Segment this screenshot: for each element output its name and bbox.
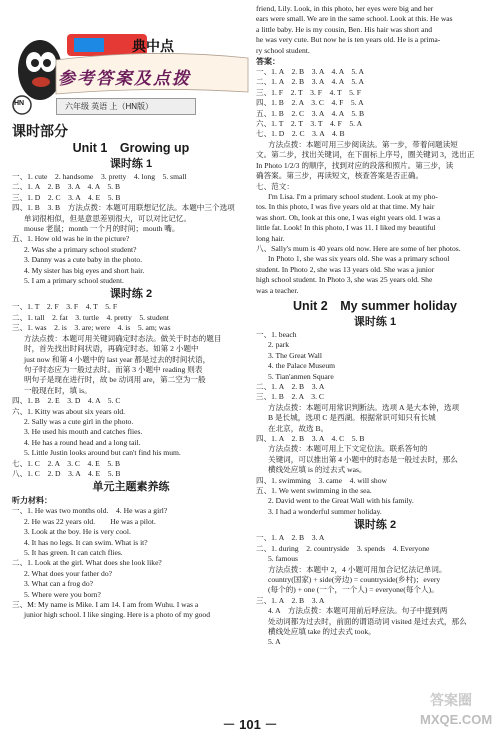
answer-line: 一、1. A 2. B 3. A	[256, 533, 325, 543]
answer-line: 四、1. B 3. B 方法点拨：本题可用联想记忆法。本题中三个选项	[12, 203, 235, 213]
answer-banner	[12, 0, 250, 120]
answer-line: 句子时态应为一般过去时。而第 3 小题中 reading 则表	[24, 364, 203, 374]
answer-line: 5. I am a primary school student.	[24, 276, 124, 286]
answer-line: 明句子是现在进行时，故 be 动词用 are，第二空为一般	[24, 375, 206, 385]
answer-line: (每个的) + one (一个，一个人) = everyone(每个人)。	[268, 585, 439, 595]
answer-line: 4. My sister has big eyes and short hair.	[24, 265, 145, 275]
answers-label: 答案：	[256, 57, 280, 67]
answer-line: 八、Sally's mum is 40 years old now. Here are some of her photos.	[256, 243, 461, 253]
answer-line: a little baby. He is my cousin, Ben. His hair was short and	[256, 24, 433, 34]
answer-block-b	[256, 244, 494, 296]
answer-line: tos. In this photo, I was five years old at that time. My hair	[256, 202, 435, 212]
answer-line: ears were small. We are in the same school. Look at this. He was	[256, 14, 453, 24]
answer-line: 单词很相似，但是意思差别很大，可以对比记忆。	[24, 213, 192, 223]
answer-line: 二、1. A 2. B 3. A 4. A 5. A	[256, 77, 365, 87]
answer-line: 一、1. He was two months old. 4. He was a girl?	[12, 506, 168, 516]
answer-line: 方法点拨：本题可用关键词确定时态法。做关于时态的题目	[24, 333, 222, 343]
answer-line: 5. famous	[268, 554, 298, 564]
answer-line: 六、1. Kitty was about six years old.	[12, 406, 126, 416]
lesson-title: 课时练 2	[353, 519, 397, 532]
answer-line: student. In Photo 2, she was 13 years old. She was a junior	[256, 264, 435, 274]
answer-line: I'm Lisa. I'm a primary school student. Look at my pho-	[268, 191, 438, 201]
answer-line: 时，首先找出时间状语，再确定时态。如第 2 小题中	[24, 344, 199, 354]
answer-block-d	[256, 533, 494, 647]
unit-title: Unit 2 My summer holiday	[293, 298, 457, 313]
answer-line: 5. Little Justin looks around but can't find his mum.	[24, 448, 181, 458]
answer-line: 三、1. F 2. T 3. F 4. T 5. F	[256, 87, 361, 97]
answer-line: 3. Danny was a cute baby in the photo.	[24, 255, 143, 265]
side-label: HN	[14, 100, 25, 107]
watermark-text: MXQE.COM	[420, 712, 493, 727]
answer-line: 横线处应填 take 的过去式 took。	[268, 626, 376, 636]
answer-block-l3	[12, 506, 250, 620]
section-title: 课时部分	[12, 123, 68, 139]
answer-line: was a teacher.	[256, 285, 299, 295]
answer-line: 2. David went to the Great Wall with his family.	[268, 496, 414, 506]
answer-line: 四、1. swimming 3. came 4. will show	[256, 475, 387, 485]
answer-line: 横线处应填 is 的过去式 was。	[268, 465, 367, 475]
answer-line: 三、M: My name is Mike. I am 14. I am from Wuhu. I was a	[12, 600, 199, 610]
answer-line: 七、1. D 2. C 3. A 4. B	[256, 129, 345, 139]
answer-line: ry school student.	[256, 45, 310, 55]
answer-line: 2. He was 22 years old. He was a pilot.	[24, 516, 156, 526]
answer-line: 三、1. was 2. is 3. are; were 4. is 5. am; was	[12, 323, 171, 333]
answer-line: was short. Oh, look at this one, I was eight years old. I was a	[256, 212, 441, 222]
answer-line: 一、1. A 2. B 3. A 4. A 5. A	[256, 67, 365, 77]
answer-block-l2	[12, 302, 250, 479]
answer-line: 一、1. beach	[256, 329, 297, 339]
answer-line: just now 和第 4 小题中的 last year 都是过去的时间状语，	[24, 354, 211, 364]
answer-line: little fat. Look! In this photo, I was 11. I liked my beautiful	[256, 223, 436, 233]
answer-line: In Photo 1/2/3 的顺序，找到对应的段落和照片。第三步，读	[256, 160, 454, 170]
answer-line: he was very cute. But now he is ten years old. He is a prima-	[256, 35, 441, 45]
answer-line: 六、1. T 2. T 3. T 4. F 5. A	[256, 119, 363, 129]
theme-title: 单元主题素养练	[92, 481, 170, 494]
answer-line: 3. What can a frog do?	[24, 579, 94, 589]
left-column	[12, 0, 250, 621]
answer-line: B 是长城，选项 C 是西湖。根据常识可知只有长城	[268, 413, 436, 423]
answer-line: 2. What does your father do?	[24, 568, 113, 578]
answer-block-c	[256, 330, 494, 517]
answer-block-l1	[12, 172, 250, 286]
answer-line: 2. Sally was a cute girl in the photo.	[24, 416, 134, 426]
answer-line: 3. The Great Wall	[268, 350, 322, 360]
answer-line: 三、1. D 2. C 3. A 4. E 5. B	[12, 192, 121, 202]
answer-line: 4. the Palace Museum	[268, 361, 336, 371]
answer-line: 五、1. How old was he in the picture?	[12, 234, 130, 244]
answer-block-a	[256, 67, 494, 192]
answer-line: 一、1. cute 2. handsome 3. pretty 4. long 5. small	[12, 172, 187, 181]
answer-line: 二、1. tall 2. fat 3. turtle 4. pretty 5. student	[12, 312, 169, 322]
answer-line: friend, Lily. Look, in this photo, her eyes were big and her	[256, 4, 434, 13]
answer-line: 四、1. B 2. E 3. D 4. A 5. C	[12, 396, 121, 406]
answer-line: 三、1. B 2. A 3. C	[256, 392, 324, 402]
answer-line: In Photo 1, she was six years old. She was a primary school	[268, 254, 450, 264]
answer-line: 七、1. C 2. A 3. C 4. E 5. B	[12, 458, 121, 468]
listening-label: 听力材料：	[12, 496, 52, 506]
answer-line: 七、范文：	[256, 181, 294, 191]
answer-line: 2. Was she a primary school student?	[24, 244, 137, 254]
answer-line: mouse 老鼠；month 一个月的时间；mouth 嘴。	[24, 224, 180, 234]
answer-line: 一、1. T 2. F 3. F 4. T 5. F	[12, 302, 118, 312]
answer-line: 关键词，可以推出第 4 小题中的时态是一般过去时，那么	[268, 454, 458, 464]
answer-line: junior high school. I like singing. Here is a photo of my good	[24, 610, 211, 620]
answer-line: 四、1. B 2. A 3. C 4. F 5. A	[256, 98, 364, 108]
answer-line: 二、1. Look at the girl. What does she look like?	[12, 558, 162, 568]
answer-line: 5. Where were you born?	[24, 589, 101, 599]
answer-line: 3. I had a wonderful summer holiday.	[268, 506, 382, 516]
brand-label: 典中点	[132, 38, 174, 54]
answer-line: 在北京，故选 B。	[268, 423, 329, 433]
grade-bar: 六年级 英语 上（HN版）	[56, 98, 196, 115]
lesson-title: 课时练 1	[109, 158, 153, 170]
answer-line: 5. A	[268, 637, 281, 647]
essay-block	[256, 192, 494, 244]
answer-line: high school student. In Photo 3, she was 25 years old. She	[256, 275, 433, 285]
answer-line: 二、1. during 2. countryside 3. spends 4. Everyone	[256, 543, 430, 553]
answer-line: 3. He used his mouth and catches flies.	[24, 427, 143, 437]
answer-line: 方法点拨：本题中 2，4 小题可用加合记忆法记单词。	[268, 564, 447, 574]
answer-line: 2. park	[268, 340, 290, 350]
answer-line: 方法点拨：本题可用常识判断法。选项 A 是大本钟，选项	[268, 402, 460, 412]
answer-line: long hair.	[256, 233, 285, 243]
answer-line: country(国家) + side(旁边) = countryside(乡村)；every	[268, 574, 441, 584]
page-number: － 101 －	[222, 717, 278, 732]
lesson-title: 课时练 1	[353, 315, 397, 328]
answer-line: 五、1. B 2. C 3. A 4. A 5. B	[256, 108, 365, 118]
answer-line: 4. He has a round head and a long tail.	[24, 437, 141, 447]
answer-line: 方法点拨：本题可用三步阅读法。第一步，带着问题读短	[268, 139, 458, 149]
answer-line: 4. A 方法点拨：本题可用前后呼应法。句子中提到两	[268, 606, 448, 616]
right-column	[256, 4, 494, 648]
answer-line: 五、1. We went swimming in the sea.	[256, 486, 372, 496]
banner-title: 参考答案及点拨	[58, 69, 191, 89]
answer-line: 一般现在时，填 is。	[24, 385, 92, 395]
lesson-title: 课时练 2	[109, 288, 153, 301]
answer-line: 确答案。第三步，再读短文，核查答案是否正确。	[256, 171, 424, 181]
answer-line: 5. It has green. It can catch flies.	[24, 548, 123, 557]
answer-line: 四、1. A 2. B 3. A 4. C 5. B	[256, 434, 365, 444]
answer-line: 三、1. A 2. B 3. A	[256, 595, 325, 605]
answer-line: 文。第二步，找出关键词，在下面标上序号，圈关键词 3，选出正	[256, 150, 475, 160]
answer-line: 八、1. C 2. D 3. A 4. E 5. B	[12, 468, 121, 478]
answer-line: 二、1. A 2. B 3. A	[256, 382, 325, 391]
answer-line: 4. It has no legs. It can swim. What is it?	[24, 537, 148, 547]
answer-line: 方法点拨：本题可用上下文定位法。联系答句的	[268, 444, 428, 454]
unit-title: Unit 1 Growing up	[72, 141, 190, 155]
answer-line: 3. Look at the boy. He is very cool.	[24, 527, 131, 537]
watermark-stamp: 答案圈	[430, 692, 472, 708]
passage-top	[256, 4, 494, 56]
answer-line: 5. Tian'anmen Square	[268, 371, 334, 381]
answer-line: 二、1. A 2. B 3. A 4. A 5. B	[12, 182, 121, 192]
answer-line: 处动词都为过去时，前面的谓语动词 visited 是过去式，那么	[268, 616, 467, 626]
